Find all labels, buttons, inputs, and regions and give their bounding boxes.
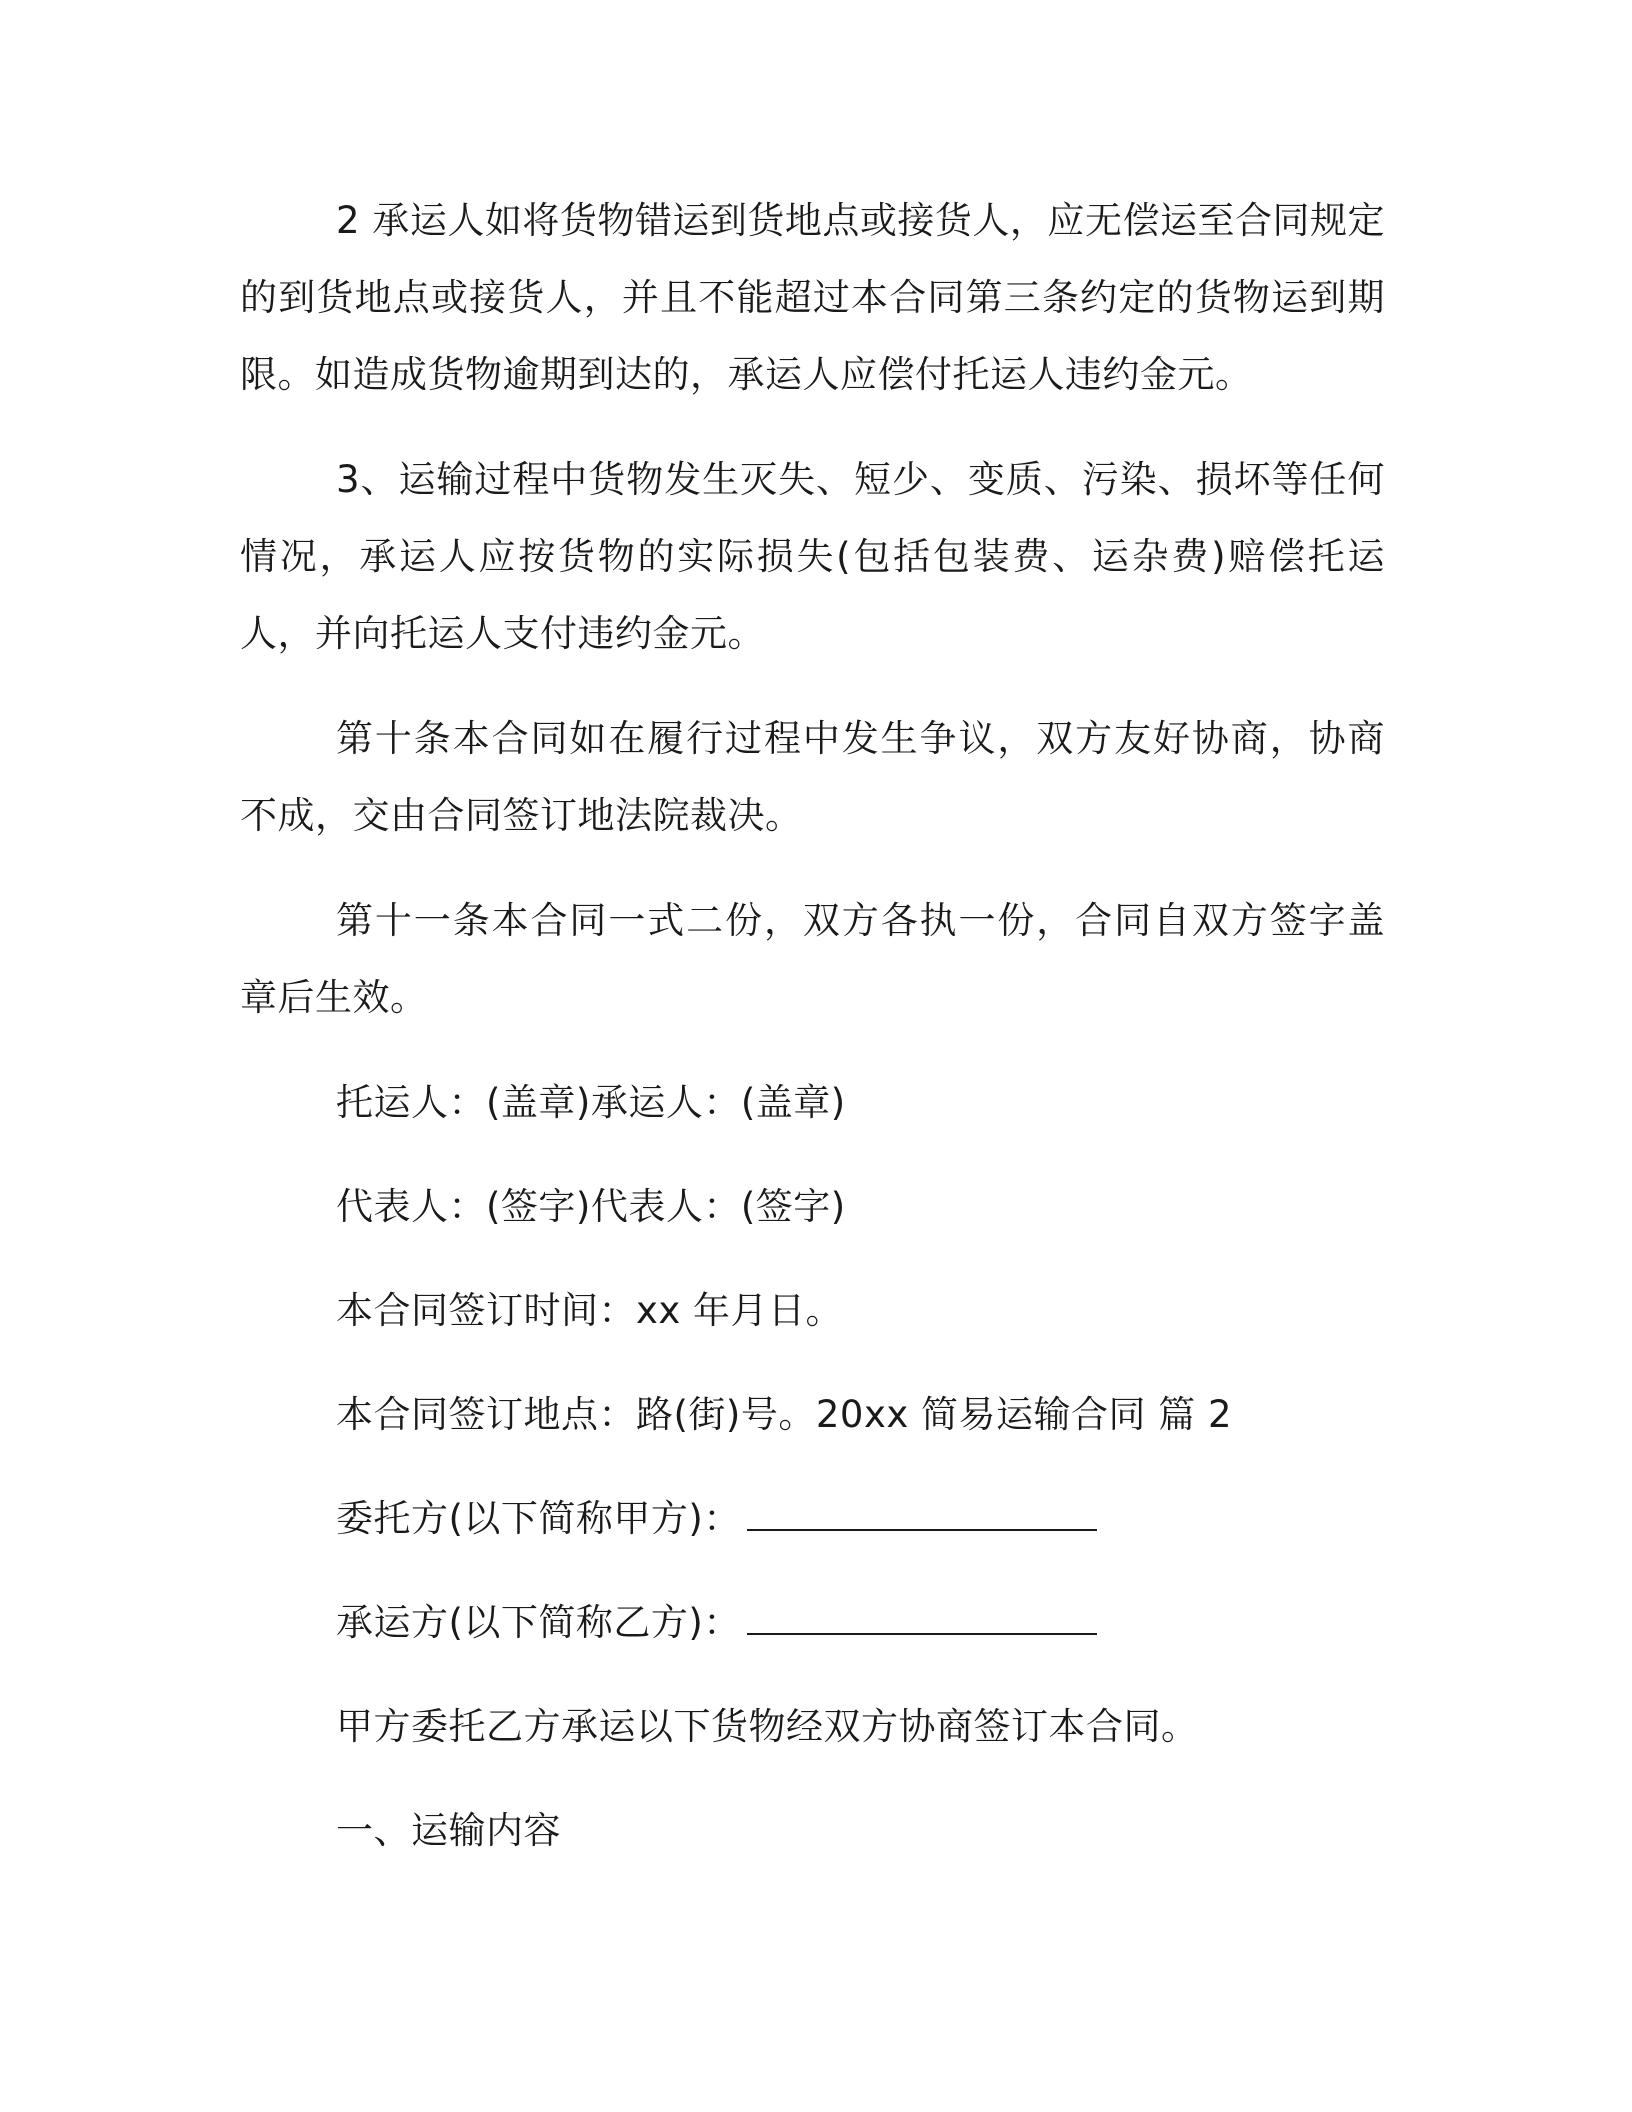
paragraph-party-a xyxy=(240,1480,1385,1557)
document-body xyxy=(240,182,1385,1869)
party-b-label: 承运方(以下简称乙方)： xyxy=(336,1601,741,1644)
paragraph-signing-date: 本合同签订时间：xx 年月日。 xyxy=(336,1289,844,1332)
paragraph-article-11: 第十一条本合同一式二份，双方各执一份，合同自双方签字盖章后生效。 xyxy=(240,899,1385,1019)
paragraph-loss-damage: 3、运输过程中货物发生灭失、短少、变质、污染、损坏等任何情况，承运人应按货物的实际损失(包括包装费、运杂费)赔偿托运人，并向托运人支付违约金元。 xyxy=(240,458,1385,655)
paragraph-seal-line: 托运人：(盖章)承运人：(盖章) xyxy=(336,1081,846,1124)
section-heading-transport-content: 一、运输内容 xyxy=(336,1809,561,1852)
party-a-label: 委托方(以下简称甲方)： xyxy=(336,1497,741,1540)
party-b-blank-field xyxy=(747,1599,1097,1635)
party-a-blank-field xyxy=(747,1495,1097,1531)
paragraph-wrong-delivery: 2 承运人如将货物错运到货地点或接货人，应无偿运至合同规定的到货地点或接货人，并且不能超过本合同第三条约定的货物运到期限。如造成货物逾期到达的，承运人应偿付托运人违约金元。 xyxy=(240,199,1385,396)
paragraph-party-b xyxy=(240,1584,1385,1661)
paragraph-article-10: 第十条本合同如在履行过程中发生争议，双方友好协商，协商不成，交由合同签订地法院裁决。 xyxy=(240,717,1385,837)
paragraph-signing-place: 本合同签订地点：路(街)号。20xx 简易运输合同 篇 2 xyxy=(336,1393,1233,1436)
paragraph-agreement-intro: 甲方委托乙方承运以下货物经双方协商签订本合同。 xyxy=(336,1705,1199,1748)
paragraph-signature-line: 代表人：(签字)代表人：(签字) xyxy=(336,1185,846,1228)
